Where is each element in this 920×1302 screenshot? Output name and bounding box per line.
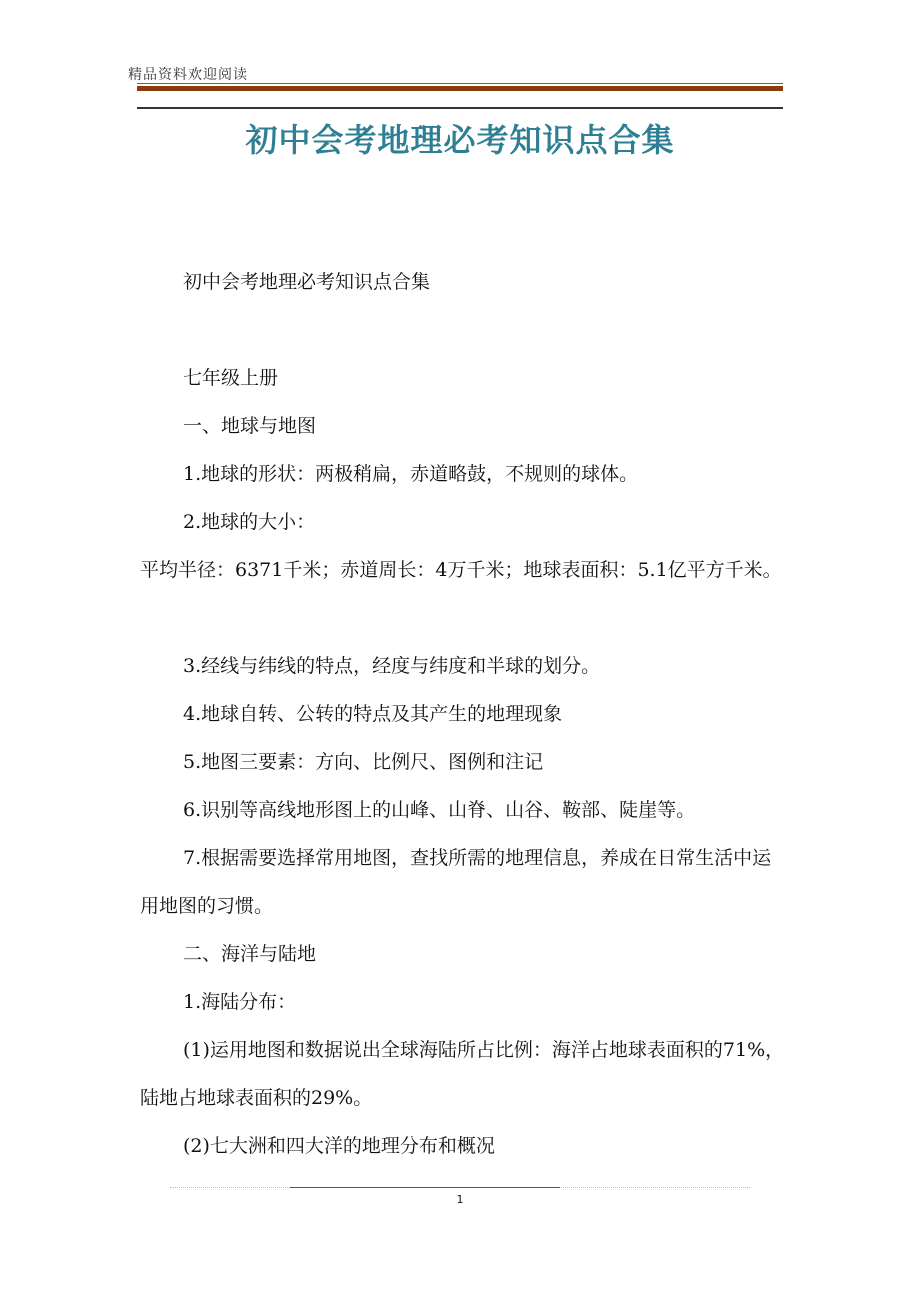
footer-rule	[290, 1187, 560, 1188]
paragraph: 1.海陆分布：	[183, 991, 297, 1013]
page-header-text: 精品资料欢迎阅读	[128, 67, 248, 83]
header-rule-thin	[137, 83, 783, 84]
paragraph: (1)运用地图和数据说出全球海陆所占比例：海洋占地球表面积的71%，陆地占地球表面积的29%。	[140, 1039, 785, 1109]
header-rule-thick	[137, 86, 783, 91]
paragraph: 3.经线与纬线的特点，经度与纬度和半球的划分。	[183, 655, 601, 677]
document-title: 初中会考地理必考知识点合集	[245, 121, 675, 159]
paragraph: 七年级上册	[183, 367, 279, 389]
paragraph: 7.根据需要选择常用地图，查找所需的地理信息，养成在日常生活中运用地图的习惯。	[140, 847, 772, 917]
section-heading: 二、海洋与陆地	[183, 943, 317, 965]
paragraph: 平均半径：6371千米；赤道周长：4万千米；地球表面积：5.1亿平方千米。	[140, 559, 782, 581]
paragraph: 1.地球的形状：两极稍扁，赤道略鼓，不规则的球体。	[183, 463, 639, 485]
paragraph: 5.地图三要素：方向、比例尺、图例和注记	[183, 751, 544, 773]
page-number: 1	[456, 1193, 464, 1206]
header-rule-dark	[137, 107, 783, 109]
paragraph: 6.识别等高线地形图上的山峰、山脊、山谷、鞍部、陡崖等。	[183, 799, 696, 821]
paragraph: (2)七大洲和四大洋的地理分布和概况	[183, 1135, 495, 1157]
paragraph: 4.地球自转、公转的特点及其产生的地理现象	[183, 703, 563, 725]
paragraph: 2.地球的大小：	[183, 511, 316, 533]
section-heading: 一、地球与地图	[183, 415, 317, 437]
paragraph: 初中会考地理必考知识点合集	[183, 271, 431, 293]
